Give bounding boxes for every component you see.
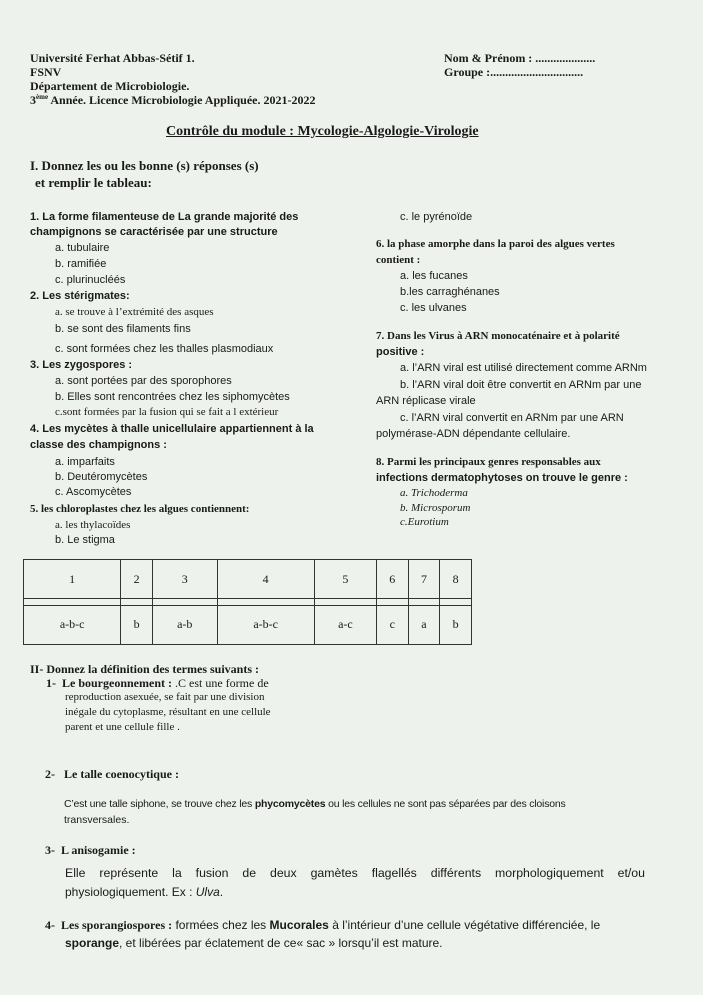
term-3-definition: Elle représente la fusion de deux gamètes flagellés différents morphologiquement et/ou	[65, 866, 645, 880]
q6-text-cont: contient :	[376, 254, 421, 266]
term-1-definition-line: parent et une cellule fille .	[65, 721, 180, 733]
academic-year	[30, 93, 315, 108]
term-3-definition-line	[65, 885, 223, 899]
term-2	[45, 767, 179, 782]
q2-option-b: b. se sont des filaments fins	[55, 323, 191, 335]
q1-text: 1. La forme filamenteuse de La grande majorité des	[30, 211, 299, 223]
term-1-title: Le bourgeonnement :	[62, 676, 172, 690]
q1-text-cont: champignons se caractérisée par une structure	[30, 226, 278, 238]
table-answer-cell: b	[440, 605, 472, 644]
term-1-definition-line: reproduction asexuée, se fait par une division	[65, 691, 265, 703]
year-number: 3	[30, 93, 36, 107]
q7-option-a: a. l’ARN viral est utilisé directement comme ARNm	[400, 362, 647, 374]
term-4-definition-line	[65, 936, 443, 950]
table-header-row	[24, 560, 472, 599]
q2-option-a: a. se trouve à l’extrémité des asques	[55, 306, 214, 318]
year-superscript: ème	[36, 93, 49, 101]
exam-title: Contrôle du module : Mycologie-Algologie-Virologie	[166, 124, 479, 139]
group-field-label: Groupe :...............................	[444, 65, 584, 79]
table-answer-cell: a	[408, 605, 440, 644]
section-1-heading: I. Donnez les ou les bonne (s) réponses (s)	[30, 158, 259, 173]
table-answer-cell: c	[376, 605, 408, 644]
table-number-cell: 5	[314, 560, 376, 599]
term-4	[45, 918, 600, 933]
q8-option-c-genus: c.Eurotium	[400, 516, 449, 528]
term-3-def-example: Ulva	[195, 885, 220, 899]
q7-option-b-cont: ARN réplicase virale	[376, 395, 476, 407]
term-4-title: Les sporangiospores :	[61, 918, 173, 932]
year-description: Année. Licence Microbiologie Appliquée. 2021-2022	[48, 93, 316, 107]
q1-option-a: a. tubulaire	[55, 242, 110, 254]
table-answer-cell: a-b	[153, 605, 218, 644]
term-2-definition	[64, 798, 566, 810]
table-number-cell: 3	[153, 560, 218, 599]
term-4-def-highlight-2: sporange	[65, 936, 120, 950]
term-4-def-end: , et libérées par éclatement de ce« sac » lorsqu’il est mature.	[119, 936, 443, 950]
term-3-def-end: .	[219, 885, 224, 899]
q8-option-b	[400, 502, 470, 514]
q6-option-b: b.les carraghénanes	[400, 286, 500, 298]
table-number-cell: 4	[217, 560, 314, 599]
term-4-def-text-cont: à l’intérieur d’une cellule végétative différenciée, le	[328, 918, 601, 932]
q7-text: 7. Dans les Virus à ARN monocaténaire et à polarité	[376, 330, 620, 342]
q3-option-a: a. sont portées par des sporophores	[55, 375, 232, 387]
university-name: Université Ferhat Abbas-Sétif 1.	[30, 51, 195, 65]
table-answer-cell: a-b-c	[217, 605, 314, 644]
table-answer-cell: a-b-c	[24, 605, 121, 644]
q8-text: 8. Parmi les principaux genres responsables aux	[376, 456, 601, 468]
section-2-heading: II- Donnez la définition des termes suivants :	[30, 662, 260, 676]
term-2-def-highlight: phycomycètes	[254, 798, 326, 810]
q4-text-cont: classe des champignons :	[30, 439, 167, 451]
table-number-cell: 8	[440, 560, 472, 599]
term-1-definition: .C est une forme de	[175, 676, 269, 690]
q2-text: 2. Les stérigmates:	[30, 290, 130, 302]
q8-option-b-genus: b. Microsporum	[400, 502, 471, 514]
table-number-cell: 7	[408, 560, 440, 599]
q2-option-c: c. sont formées chez les thalles plasmodiaux	[55, 343, 274, 355]
table-answer-row	[24, 605, 472, 644]
term-1-number: 1-	[46, 676, 56, 690]
term-2-definition-line: transversales.	[64, 814, 130, 826]
term-3-title: L anisogamie :	[61, 843, 136, 857]
term-1	[46, 676, 269, 691]
department-name: Département de Microbiologie.	[30, 79, 190, 93]
q5-option-a: a. les thylacoïdes	[55, 519, 131, 531]
q7-option-b: b. l’ARN viral doit être convertit en ARNm par une	[400, 379, 642, 391]
term-3-number: 3-	[45, 843, 55, 857]
q4-text: 4. Les mycètes à thalle unicellulaire appartiennent à la	[30, 423, 314, 435]
q3-text: 3. Les zygospores :	[30, 359, 133, 371]
q4-option-b: b. Deutéromycètes	[55, 471, 148, 483]
term-3	[45, 843, 136, 858]
term-2-number: 2-	[45, 767, 55, 781]
q5-option-c: c. le pyrénoïde	[400, 211, 473, 223]
faculty-name: FSNV	[30, 65, 62, 79]
term-2-title: Le talle coenocytique :	[64, 767, 179, 781]
term-2-def-text-cont: ou les cellules ne sont pas séparées par des cloisons	[325, 798, 566, 810]
section-1-subheading: et remplir le tableau:	[35, 175, 152, 190]
table-number-cell: 6	[376, 560, 408, 599]
q8-option-a-genus: a. Trichoderma	[400, 487, 468, 499]
term-4-def-text: formées chez les	[172, 918, 270, 932]
q8-option-a	[400, 487, 468, 499]
table-number-cell: 1	[24, 560, 121, 599]
term-1-definition-line: inégale du cytoplasme, résultant en une cellule	[65, 706, 271, 718]
name-field-label: Nom & Prénom : ....................	[444, 51, 596, 65]
table-answer-cell: a-c	[314, 605, 376, 644]
q3-option-c: c.sont formées par la fusion qui se fait a l extérieur	[55, 406, 279, 418]
q7-option-c: c. l’ARN viral convertit en ARNm par une ARN	[400, 412, 624, 424]
q1-option-c: c. plurinucléés	[55, 274, 126, 286]
term-3-def-text: physiologiquement. Ex :	[65, 885, 196, 899]
table-answer-cell: b	[121, 605, 153, 644]
q4-option-c: c. Ascomycètes	[55, 486, 132, 498]
q6-option-c: c. les ulvanes	[400, 302, 467, 314]
q1-option-b: b. ramifiée	[55, 258, 107, 270]
q7-option-c-cont: polymérase-ADN dépendante cellulaire.	[376, 428, 571, 440]
q5-option-b: b. Le stigma	[55, 534, 115, 546]
q7-text-cont: positive :	[376, 346, 425, 358]
q8-text-cont: infections dermatophytoses on trouve le genre :	[376, 472, 628, 484]
q6-option-a: a. les fucanes	[400, 270, 468, 282]
answer-table	[23, 559, 472, 645]
term-4-def-highlight: Mucorales	[269, 918, 329, 932]
q4-option-a: a. imparfaits	[55, 456, 115, 468]
term-2-def-text: C’est une talle siphone, se trouve chez les	[64, 798, 255, 810]
table-number-cell: 2	[121, 560, 153, 599]
q6-text: 6. la phase amorphe dans la paroi des algues vertes	[376, 238, 615, 250]
term-4-number: 4-	[45, 918, 55, 932]
q8-option-c	[400, 516, 449, 528]
q5-text: 5. les chloroplastes chez les algues contiennent:	[30, 503, 250, 515]
q3-option-b: b. Elles sont rencontrées chez les siphomycètes	[55, 391, 290, 403]
